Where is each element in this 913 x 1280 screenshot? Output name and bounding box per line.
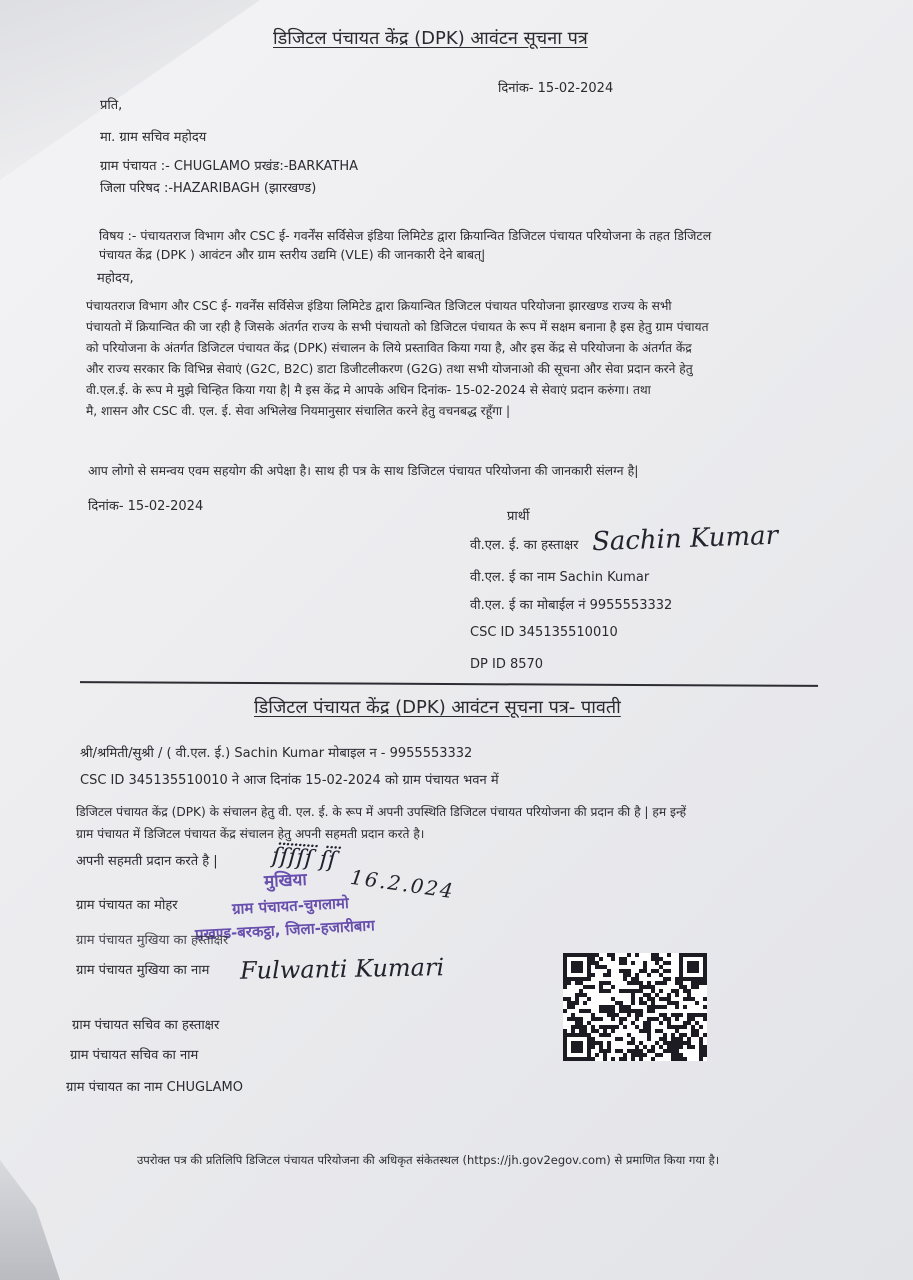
mukhiya-initials-signature: ſ̈ſ̈ſ̈ſ̈ſ̈ ſ̈ſ̈: [271, 843, 337, 874]
receipt-mukhiya-name-label: ग्राम पंचायत मुखिया का नाम: [76, 963, 210, 978]
receipt-line-2: CSC ID 345135510010 ने आज दिनांक 15-02-2024 को ग्राम पंचायत भवन में: [80, 773, 499, 788]
section-divider: [80, 681, 818, 687]
address-to: मा. ग्राम सचिव महोदय: [100, 130, 207, 145]
receipt-mukhiya-sign-label: ग्राम पंचायत मुखिया का हस्ताक्षर: [76, 933, 229, 948]
body-closing: आप लोगो से समन्वय एवम सहयोग की अपेक्षा है। साथ ही पत्र के साथ डिजिटल पंचायत परियोजना की जानकारी संलग्न है|: [88, 463, 639, 478]
receipt-seal-label: ग्राम पंचायत का मोहर: [76, 898, 178, 913]
receipt-sachiv-sign-label: ग्राम पंचायत सचिव का हस्ताक्षर: [72, 1018, 220, 1033]
address-prati: प्रति,: [100, 98, 123, 113]
receipt-line-4: ग्राम पंचायत में डिजिटल पंचायत केंद्र संचालन हेतु अपनी सहमती प्रदान करते है।: [76, 827, 425, 841]
body-line: और राज्य सरकार कि विभिन्न सेवाएं (G2C, B2C) डाटा डिजीटलीकरण (G2G) तथा सभी योजनाओ की सूचना और सेवा प्रदान करने हेतु: [86, 362, 693, 376]
applicant-dp-id: DP ID 8570: [470, 657, 544, 672]
subject-line: पंचायत केंद्र (DPK ) आवंटन और ग्राम स्तरीय उद्यमि (VLE) की जानकारी देने बाबत्|: [99, 247, 486, 262]
letter-date: दिनांक- 15-02-2024: [498, 81, 614, 96]
applicant-signature-label: वी.एल. ई. का हस्ताक्षर: [470, 538, 579, 553]
body-paragraph: [86, 296, 709, 422]
stamp-mukhiya: मुखिया: [263, 869, 308, 893]
body-line: पंचायतराज विभाग और CSC ई- गवर्नेंस सर्विसेज इंडिया लिमिटेड द्वारा क्रियान्वित डिजिटल पंचायत परियोजना झारखण्ड राज्य के सभी: [86, 299, 672, 313]
subject-paragraph: [99, 226, 711, 264]
paper-torn-corner: [0, 1160, 60, 1280]
receipt-gp-name: ग्राम पंचायत का नाम CHUGLAMO: [66, 1080, 243, 1095]
body-line: को परियोजना के अंतर्गत डिजिटल पंचायत केंद्र (DPK) संचालन के लिये प्रस्तावित किया गया है, और इस केंद्र से परियोजना के अंतर्गत केंद्र: [86, 341, 692, 355]
subject-line: विषय :- पंचायतराज विभाग और CSC ई- गवर्नेंस सर्विसेज इंडिया लिमिटेड द्वारा क्रियान्वित डिजिटल पंचायत परियोजना के तहत डिजिटल: [99, 228, 712, 243]
verification-note: उपरोक्त पत्र की प्रतिलिपि डिजिटल पंचायत परियोजना की अधिकृत संकेतस्थल (https://jh.gov2egov.com) से प्रमाणित किया गया है।: [137, 1153, 720, 1167]
footer-date: दिनांक- 15-02-2024: [88, 499, 204, 514]
receipt-title: डिजिटल पंचायत केंद्र (DPK) आवंटन सूचना पत्र- पावती: [254, 697, 621, 718]
salutation: महोदय,: [97, 271, 134, 286]
applicant-mobile: वी.एल. ई का मोबाईल नं 9955553332: [470, 598, 673, 613]
stamp-gram-panchayat: ग्राम पंचायत-चुगलामो: [231, 893, 350, 919]
receipt-line-1: श्री/श्रमिती/सुश्री / ( वी.एल. ई.) Sachin Kumar मोबाइल न - 9955553332: [80, 746, 473, 761]
body-line: मै, शासन और CSC वी. एल. ई. सेवा अभिलेख नियमानुसार संचालित करने हेतु वचनबद्ध रहूँगा |: [86, 404, 511, 418]
applicant-csc-id: CSC ID 345135510010: [470, 625, 618, 640]
receipt-line-3: डिजिटल पंचायत केंद्र (DPK) के संचालन हेतु वी. एल. ई. के रूप में अपनी उपस्थिति डिजिटल पंचायत परियोजना की प्रदान की है | हम इन्हें: [76, 805, 687, 819]
body-line: वी.एल.ई. के रूप मे मुझे चिन्हित किया गया है| मै इस केंद्र मे आपके अधिन दिनांक- 15-02-2024 से सेवाएं प्रदान करुंगा। तथा: [86, 383, 651, 397]
body-line: पंचायतो में क्रियान्वित की जा रही है जिसके अंतर्गत राज्य के सभी पंचायतो को डिजिटल पंचायत के रूप में सक्षम बनाना है इस हेतु ग्राम पंचायत: [86, 320, 709, 334]
applicant-signature: Sachin Kumar: [591, 520, 779, 558]
qr-code-icon: [563, 953, 707, 1061]
mukhiya-name-handwritten: Fulwanti Kumari: [239, 953, 445, 985]
letter-title: डिजिटल पंचायत केंद्र (DPK) आवंटन सूचना पत्र: [273, 28, 588, 49]
applicant-name: वी.एल. ई का नाम Sachin Kumar: [470, 570, 650, 585]
mukhiya-signature-date: 16.2.024: [348, 864, 457, 904]
address-zila: जिला परिषद :-HAZARIBAGH (झारखण्ड): [100, 181, 317, 196]
paper-fold: [0, 0, 260, 180]
stamp-prakhand-zila: प्रखण्ड-बरकट्ठा, जिला-हजारीबाग: [194, 916, 376, 944]
applicant-heading: प्रार्थी: [507, 509, 530, 524]
receipt-consent: अपनी सहमती प्रदान करते है |: [76, 854, 218, 869]
receipt-sachiv-name-label: ग्राम पंचायत सचिव का नाम: [70, 1048, 199, 1063]
qr-code-graphic: [563, 953, 707, 1061]
address-gram-panchayat: ग्राम पंचायत :- CHUGLAMO प्रखंड:-BARKATHA: [100, 159, 359, 174]
